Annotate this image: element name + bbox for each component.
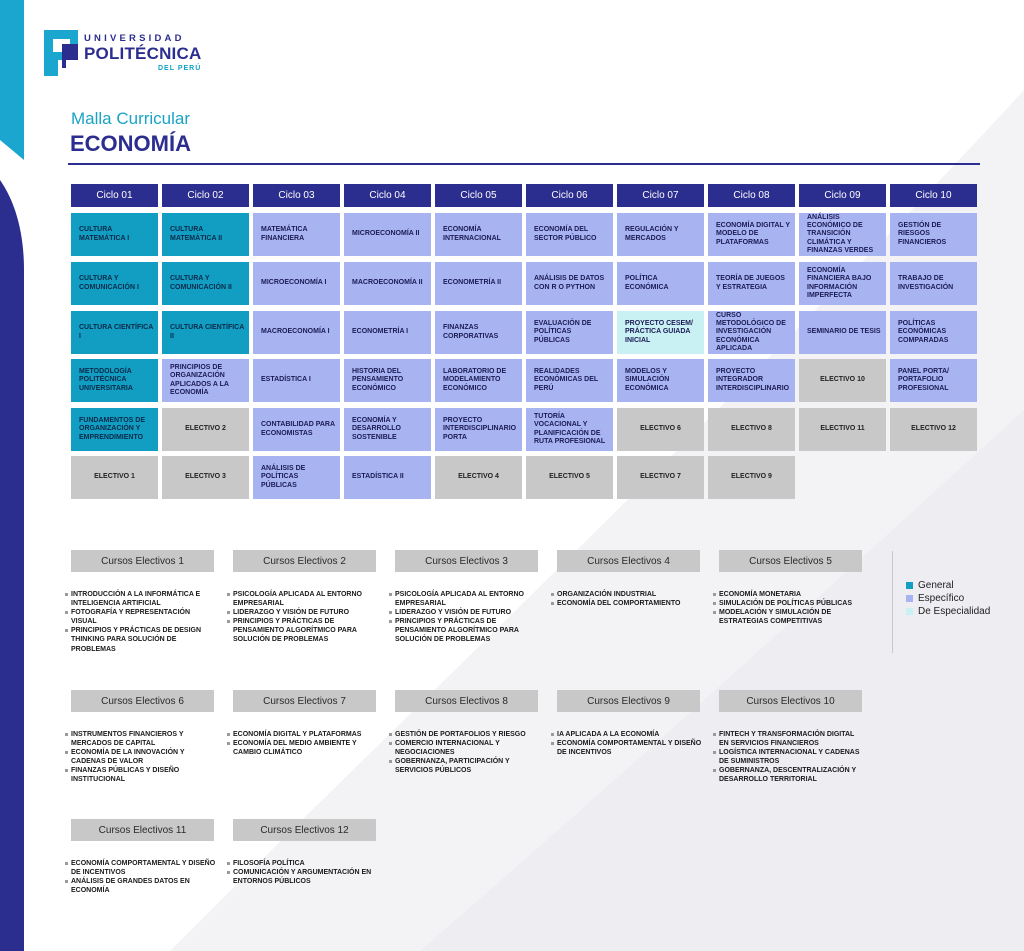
course-cell <box>526 262 613 305</box>
elective-item: FOTOGRAFÍA Y REPRESENTACIÓN VISUAL <box>71 608 216 626</box>
logo-mark-icon <box>44 30 78 76</box>
elective-group-header: Cursos Electivos 1 <box>71 550 214 572</box>
course-name: PROYECTO INTERDISCIPLINARIO PORTA <box>443 416 517 441</box>
course-cell <box>162 262 249 305</box>
course-name: POLÍTICA ECONÓMICA <box>625 275 669 291</box>
course-name: MACROECONOMÍA II <box>352 279 423 287</box>
course-name: CURSO METODOLÓGICO DE INVESTIGACIÓN ECONÓMICA APLICADA <box>716 311 786 353</box>
course-name: ANÁLISIS DE POLÍTICAS PÚBLICAS <box>261 464 306 489</box>
elective-item: INTRODUCCIÓN A LA INFORMÁTICA E INTELIGENCIA ARTIFICIAL <box>71 590 216 608</box>
course-cell <box>435 213 522 256</box>
course-name: CULTURA MATEMÁTICA I <box>79 226 130 242</box>
course-name: REGULACIÓN Y MERCADOS <box>625 226 679 242</box>
elective-list <box>719 590 864 626</box>
page-subtitle: Malla Curricular <box>71 109 191 128</box>
course-cell <box>799 359 886 402</box>
elective-item: ECONOMÍA DEL MEDIO AMBIENTE Y CAMBIO CLIMÁTICO <box>233 739 378 757</box>
elective-item: PRINCIPIOS Y PRÁCTICAS DE PENSAMIENTO ALGORÍTMICO PARA SOLUCIÓN DE PROBLEMAS <box>395 617 540 644</box>
course-cell <box>435 408 522 451</box>
course-name: ESTADÍSTICA II <box>352 473 404 481</box>
course-cell <box>617 359 704 402</box>
legend-item <box>906 592 990 605</box>
elective-item: SIMULACIÓN DE POLÍTICAS PÚBLICAS <box>719 599 864 608</box>
course-name: TRABAJO DE INVESTIGACIÓN <box>898 275 954 291</box>
course-cell <box>162 456 249 499</box>
course-cell <box>708 359 795 402</box>
course-name: HISTORIA DEL PENSAMIENTO ECONÓMICO <box>352 367 404 392</box>
course-cell <box>617 456 704 499</box>
course-name: FINANZAS CORPORATIVAS <box>443 324 499 340</box>
elective-group-header: Cursos Electivos 11 <box>71 819 214 841</box>
elective-item: IA APLICADA A LA ECONOMÍA <box>557 730 702 739</box>
course-name: ELECTIVO 3 <box>185 473 226 481</box>
course-name: ELECTIVO 6 <box>640 425 681 433</box>
course-name: FUNDAMENTOS DE ORGANIZACIÓN Y EMPRENDIMIENTO <box>79 416 145 441</box>
course-cell <box>162 213 249 256</box>
course-name: MACROECONOMÍA I <box>261 328 330 336</box>
cycle-header-5: Ciclo 05 <box>435 184 522 207</box>
university-logo <box>44 30 214 78</box>
course-name: ELECTIVO 2 <box>185 425 226 433</box>
course-cell <box>253 311 340 354</box>
elective-item: ECONOMÍA COMPORTAMENTAL Y DISEÑO DE INCENTIVOS <box>557 740 702 757</box>
legend-swatch <box>906 582 913 589</box>
course-cell <box>617 213 704 256</box>
course-name: ELECTIVO 5 <box>549 473 590 481</box>
course-cell <box>526 311 613 354</box>
elective-item: ECONOMÍA COMPORTAMENTAL Y DISEÑO DE INCENTIVOS <box>71 860 216 877</box>
cycle-header-6: Ciclo 06 <box>526 184 613 207</box>
course-cell <box>71 408 158 451</box>
course-cell <box>71 262 158 305</box>
course-cell <box>890 408 977 451</box>
elective-item: GOBERNANZA, DESCENTRALIZACIÓN Y DESARROLLO TERRITORIAL <box>719 766 864 784</box>
elective-group-header: Cursos Electivos 2 <box>233 550 376 572</box>
course-name: ELECTIVO 4 <box>458 473 499 481</box>
course-cell <box>344 311 431 354</box>
course-name: PROYECTO INTEGRADOR INTERDISCIPLINARIO <box>716 367 790 392</box>
elective-item: ANÁLISIS DE GRANDES DATOS EN ECONOMÍA <box>71 877 216 895</box>
elective-list <box>395 590 540 645</box>
elective-item: COMUNICACIÓN Y ARGUMENTACIÓN EN ENTORNOS PÚBLICOS <box>233 868 378 886</box>
course-cell <box>71 311 158 354</box>
course-cell <box>344 359 431 402</box>
cycle-header-4: Ciclo 04 <box>344 184 431 207</box>
cycle-header-1: Ciclo 01 <box>71 184 158 207</box>
course-name: ELECTIVO 12 <box>911 425 956 433</box>
course-cell <box>71 213 158 256</box>
course-name: CULTURA CIENTÍFICA II <box>170 324 245 340</box>
elective-list <box>71 730 216 785</box>
course-cell <box>162 359 249 402</box>
course-name: CULTURA Y COMUNICACIÓN I <box>79 275 139 291</box>
logo-line1: UNIVERSIDAD <box>84 33 185 44</box>
course-cell <box>708 408 795 451</box>
elective-item: FINANZAS PÚBLICAS Y DISEÑO INSTITUCIONAL <box>71 766 216 784</box>
elective-item: PRINCIPIOS Y PRÁCTICAS DE DESIGN THINKING PARA SOLUCIÓN DE PROBLEMAS <box>71 626 216 653</box>
course-name: MICROECONOMÍA I <box>261 279 327 287</box>
course-name: ECONOMÍA DIGITAL Y MODELO DE PLATAFORMAS <box>716 221 790 246</box>
elective-list <box>233 730 378 757</box>
course-name: ELECTIVO 7 <box>640 473 681 481</box>
title-divider <box>68 163 980 165</box>
legend-swatch <box>906 608 913 615</box>
elective-list <box>233 859 378 886</box>
cycle-header-10: Ciclo 10 <box>890 184 977 207</box>
legend-label: General <box>918 580 954 591</box>
course-cell <box>708 213 795 256</box>
elective-list <box>719 730 864 785</box>
elective-group-header: Cursos Electivos 12 <box>233 819 376 841</box>
course-name: ANÁLISIS DE DATOS CON R O PYTHON <box>534 275 605 291</box>
course-cell <box>526 359 613 402</box>
course-name: ECONOMÍA FINANCIERA BAJO INFORMACIÓN IMPERFECTA <box>807 266 872 299</box>
elective-group-header: Cursos Electivos 5 <box>719 550 862 572</box>
course-cell <box>71 456 158 499</box>
course-name: ECONOMETRÍA I <box>352 328 409 336</box>
course-name: METODOLOGÍA POLITÉCNICA UNIVERSITARIA <box>79 367 133 392</box>
course-name: TUTORÍA VOCACIONAL Y PLANIFICACIÓN DE RUTA PROFESIONAL <box>534 412 606 445</box>
logo-line2: POLITÉCNICA <box>84 44 202 63</box>
legend-item <box>906 579 990 592</box>
legend-label: De Especialidad <box>918 606 991 617</box>
course-cell <box>435 456 522 499</box>
course-name: ELECTIVO 8 <box>731 425 772 433</box>
course-name: ECONOMETRÍA II <box>443 279 502 287</box>
elective-item: INSTRUMENTOS FINANCIEROS Y MERCADOS DE CAPITAL <box>71 730 216 748</box>
elective-list <box>557 590 702 608</box>
legend-label: Específico <box>918 593 965 604</box>
course-cell <box>799 408 886 451</box>
elective-item: ECONOMÍA DE LA INNOVACIÓN Y CADENAS DE VALOR <box>71 748 216 766</box>
course-cell <box>526 408 613 451</box>
course-cell <box>71 359 158 402</box>
elective-item: COMERCIO INTERNACIONAL Y NEGOCIACIONES <box>395 739 540 757</box>
course-cell <box>344 408 431 451</box>
logo-line3: DEL PERÚ <box>158 65 202 72</box>
course-cell <box>253 213 340 256</box>
elective-group-header: Cursos Electivos 8 <box>395 690 538 712</box>
course-name: PANEL PORTA/ PORTAFOLIO PROFESIONAL <box>898 367 949 392</box>
course-name: ELECTIVO 10 <box>820 376 865 384</box>
elective-item: ORGANIZACIÓN INDUSTRIAL <box>557 590 702 599</box>
course-cell <box>708 456 795 499</box>
course-cell <box>253 359 340 402</box>
course-name: ECONOMÍA DEL SECTOR PÚBLICO <box>534 226 597 242</box>
elective-item: FINTECH Y TRANSFORMACIÓN DIGITAL EN SERVICIOS FINANCIEROS <box>719 730 864 748</box>
elective-group-header: Cursos Electivos 4 <box>557 550 700 572</box>
elective-group-header: Cursos Electivos 3 <box>395 550 538 572</box>
elective-item: LIDERAZGO Y VISIÓN DE FUTURO <box>233 608 378 617</box>
cycle-header-8: Ciclo 08 <box>708 184 795 207</box>
course-name: ELECTIVO 9 <box>731 473 772 481</box>
course-name: SEMINARIO DE TESIS <box>807 328 881 336</box>
course-name: LABORATORIO DE MODELAMIENTO ECONÓMICO <box>443 367 507 392</box>
elective-item: PRINCIPIOS Y PRÁCTICAS DE PENSAMIENTO ALGORÍTMICO PARA SOLUCIÓN DE PROBLEMAS <box>233 617 378 644</box>
elective-group-header: Cursos Electivos 10 <box>719 690 862 712</box>
course-cell <box>253 456 340 499</box>
course-name: TEORÍA DE JUEGOS Y ESTRATEGIA <box>716 275 785 291</box>
course-name: EVALUACIÓN DE POLÍTICAS PÚBLICAS <box>534 319 592 344</box>
course-cell <box>799 311 886 354</box>
course-cell <box>435 359 522 402</box>
course-cell <box>435 311 522 354</box>
course-name: ELECTIVO 11 <box>820 425 865 433</box>
course-name: CULTURA Y COMUNICACIÓN II <box>170 275 232 291</box>
elective-group-header: Cursos Electivos 6 <box>71 690 214 712</box>
course-cell <box>799 213 886 256</box>
course-cell <box>617 262 704 305</box>
course-name: PRINCIPIOS DE ORGANIZACIÓN APLICADOS A LA ECONOMÍA <box>170 363 229 396</box>
course-cell <box>344 213 431 256</box>
elective-list <box>395 730 540 775</box>
course-name: ANÁLISIS ECONÓMICO DE TRANSICIÓN CLIMÁTICA Y FINANZAS VERDES <box>807 213 874 255</box>
legend <box>906 579 990 618</box>
course-name: CULTURA MATEMÁTICA II <box>170 226 223 242</box>
legend-divider <box>892 551 893 653</box>
elective-item: LIDERAZGO Y VISIÓN DE FUTURO <box>395 608 540 617</box>
course-cell <box>617 311 704 354</box>
course-name: GESTIÓN DE RIESGOS FINANCIEROS <box>898 221 947 246</box>
elective-group-header: Cursos Electivos 9 <box>557 690 700 712</box>
elective-item: PSICOLOGÍA APLICADA AL ENTORNO EMPRESARIAL <box>233 590 378 608</box>
course-cell <box>890 359 977 402</box>
course-name: MICROECONOMÍA II <box>352 230 420 238</box>
elective-item: GESTIÓN DE PORTAFOLIOS Y RIESGO <box>395 730 540 739</box>
cycle-header-7: Ciclo 07 <box>617 184 704 207</box>
elective-item: MODELACIÓN Y SIMULACIÓN DE ESTRATEGIAS COMPETITIVAS <box>719 608 864 626</box>
elective-list <box>71 859 216 895</box>
course-cell <box>253 408 340 451</box>
course-cell <box>890 213 977 256</box>
course-cell <box>708 311 795 354</box>
page-title: ECONOMÍA <box>70 131 191 156</box>
elective-list <box>233 590 378 645</box>
course-name: ECONOMÍA Y DESARROLLO SOSTENIBLE <box>352 416 401 441</box>
elective-item: ECONOMÍA DIGITAL Y PLATAFORMAS <box>233 730 378 739</box>
course-name: MATEMÁTICA FINANCIERA <box>261 226 308 242</box>
course-cell <box>253 262 340 305</box>
elective-item: LOGÍSTICA INTERNACIONAL Y CADENAS DE SUMINISTROS <box>719 748 864 766</box>
course-name: ESTADÍSTICA I <box>261 376 311 384</box>
course-cell <box>799 262 886 305</box>
course-name: REALIDADES ECONÓMICAS DEL PERÚ <box>534 367 599 392</box>
course-cell <box>344 456 431 499</box>
elective-list <box>557 730 702 757</box>
legend-swatch <box>906 595 913 602</box>
course-cell <box>435 262 522 305</box>
course-cell <box>526 213 613 256</box>
legend-item <box>906 605 990 618</box>
cycle-header-9: Ciclo 09 <box>799 184 886 207</box>
course-name: ELECTIVO 1 <box>94 473 135 481</box>
course-name: PROYECTO CESEM/ PRÁCTICA GUIADA INICIAL <box>625 319 693 344</box>
elective-item: PSICOLOGÍA APLICADA AL ENTORNO EMPRESARIAL <box>395 590 540 608</box>
elective-item: ECONOMÍA DEL COMPORTAMIENTO <box>557 599 702 608</box>
course-cell <box>162 311 249 354</box>
elective-list <box>71 590 216 654</box>
elective-group-header: Cursos Electivos 7 <box>233 690 376 712</box>
course-cell <box>617 408 704 451</box>
course-cell <box>890 311 977 354</box>
elective-item: ECONOMÍA MONETARIA <box>719 590 864 599</box>
course-cell <box>344 262 431 305</box>
course-name: ECONOMÍA INTERNACIONAL <box>443 226 501 242</box>
course-cell <box>708 262 795 305</box>
course-name: CULTURA CIENTÍFICA I <box>79 324 154 340</box>
course-cell <box>526 456 613 499</box>
course-name: POLÍTICAS ECONÓMICAS COMPARADAS <box>898 319 949 344</box>
cycle-header-3: Ciclo 03 <box>253 184 340 207</box>
cycle-header-2: Ciclo 02 <box>162 184 249 207</box>
course-cell <box>162 408 249 451</box>
elective-item: GOBERNANZA, PARTICIPACIÓN Y SERVICIOS PÚBLICOS <box>395 757 540 775</box>
course-name: MODELOS Y SIMULACIÓN ECONÓMICA <box>625 367 670 392</box>
course-name: CONTABILIDAD PARA ECONOMISTAS <box>261 421 335 437</box>
course-cell <box>890 262 977 305</box>
elective-item: FILOSOFÍA POLÍTICA <box>233 859 378 868</box>
